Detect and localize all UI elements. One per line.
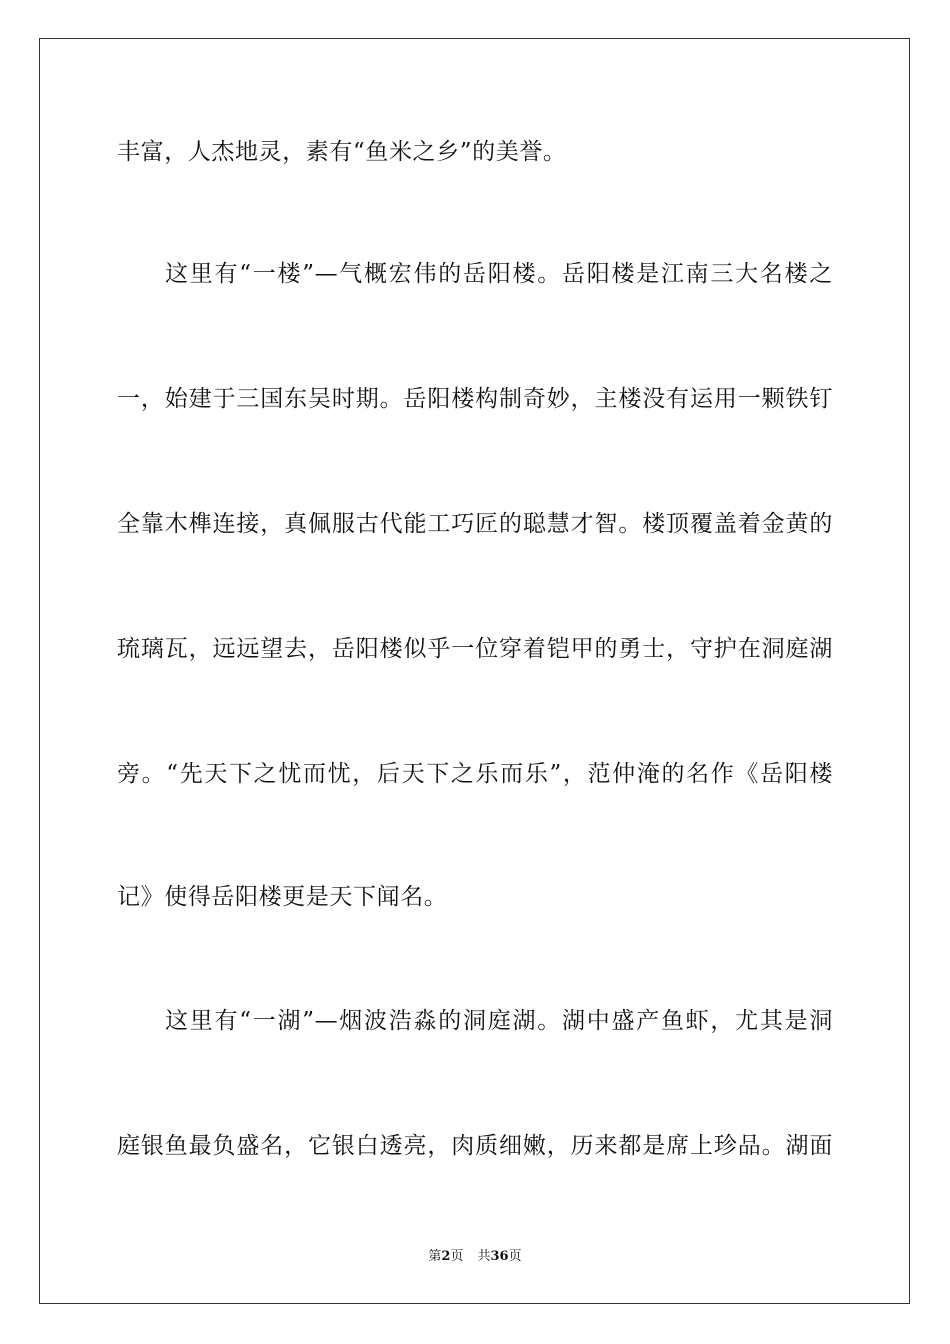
footer-page-number: 2	[441, 1249, 451, 1264]
page-border	[39, 38, 910, 1304]
text-line-8: 这里有“一湖”—烟波浩淼的洞庭湖。湖中盛产鱼虾，尤其是洞	[165, 1008, 833, 1034]
text-line-2: 这里有“一楼”—气概宏伟的岳阳楼。岳阳楼是江南三大名楼之	[165, 261, 833, 287]
text-line-4: 全靠木榫连接，真佩服古代能工巧匠的聪慧才智。楼顶覆盖着金黄的	[117, 511, 833, 537]
footer-total-suffix: 页	[508, 1249, 522, 1264]
text-line-1: 丰富，人杰地灵，素有“鱼米之乡”的美誉。	[117, 139, 567, 165]
text-line-5: 琉璃瓦，远远望去，岳阳楼似乎一位穿着铠甲的勇士，守护在洞庭湖	[117, 636, 833, 662]
footer-total-pages: 36	[490, 1249, 509, 1264]
text-line-9: 庭银鱼最负盛名，它银白透亮，肉质细嫩，历来都是席上珍品。湖面	[117, 1133, 833, 1159]
text-line-6: 旁。“先天下之忧而忧，后天下之乐而乐”，范仲淹的名作《岳阳楼	[117, 761, 833, 787]
text-line-7: 记》使得岳阳楼更是天下闻名。	[117, 884, 448, 910]
page-footer	[0, 1249, 950, 1265]
footer-page-prefix: 第	[428, 1249, 442, 1264]
footer-page-suffix: 页	[450, 1249, 464, 1264]
text-line-3: 一，始建于三国东吴时期。岳阳楼构制奇妙，主楼没有运用一颗铁钉	[117, 386, 833, 412]
footer-total-prefix: 共	[477, 1249, 491, 1264]
